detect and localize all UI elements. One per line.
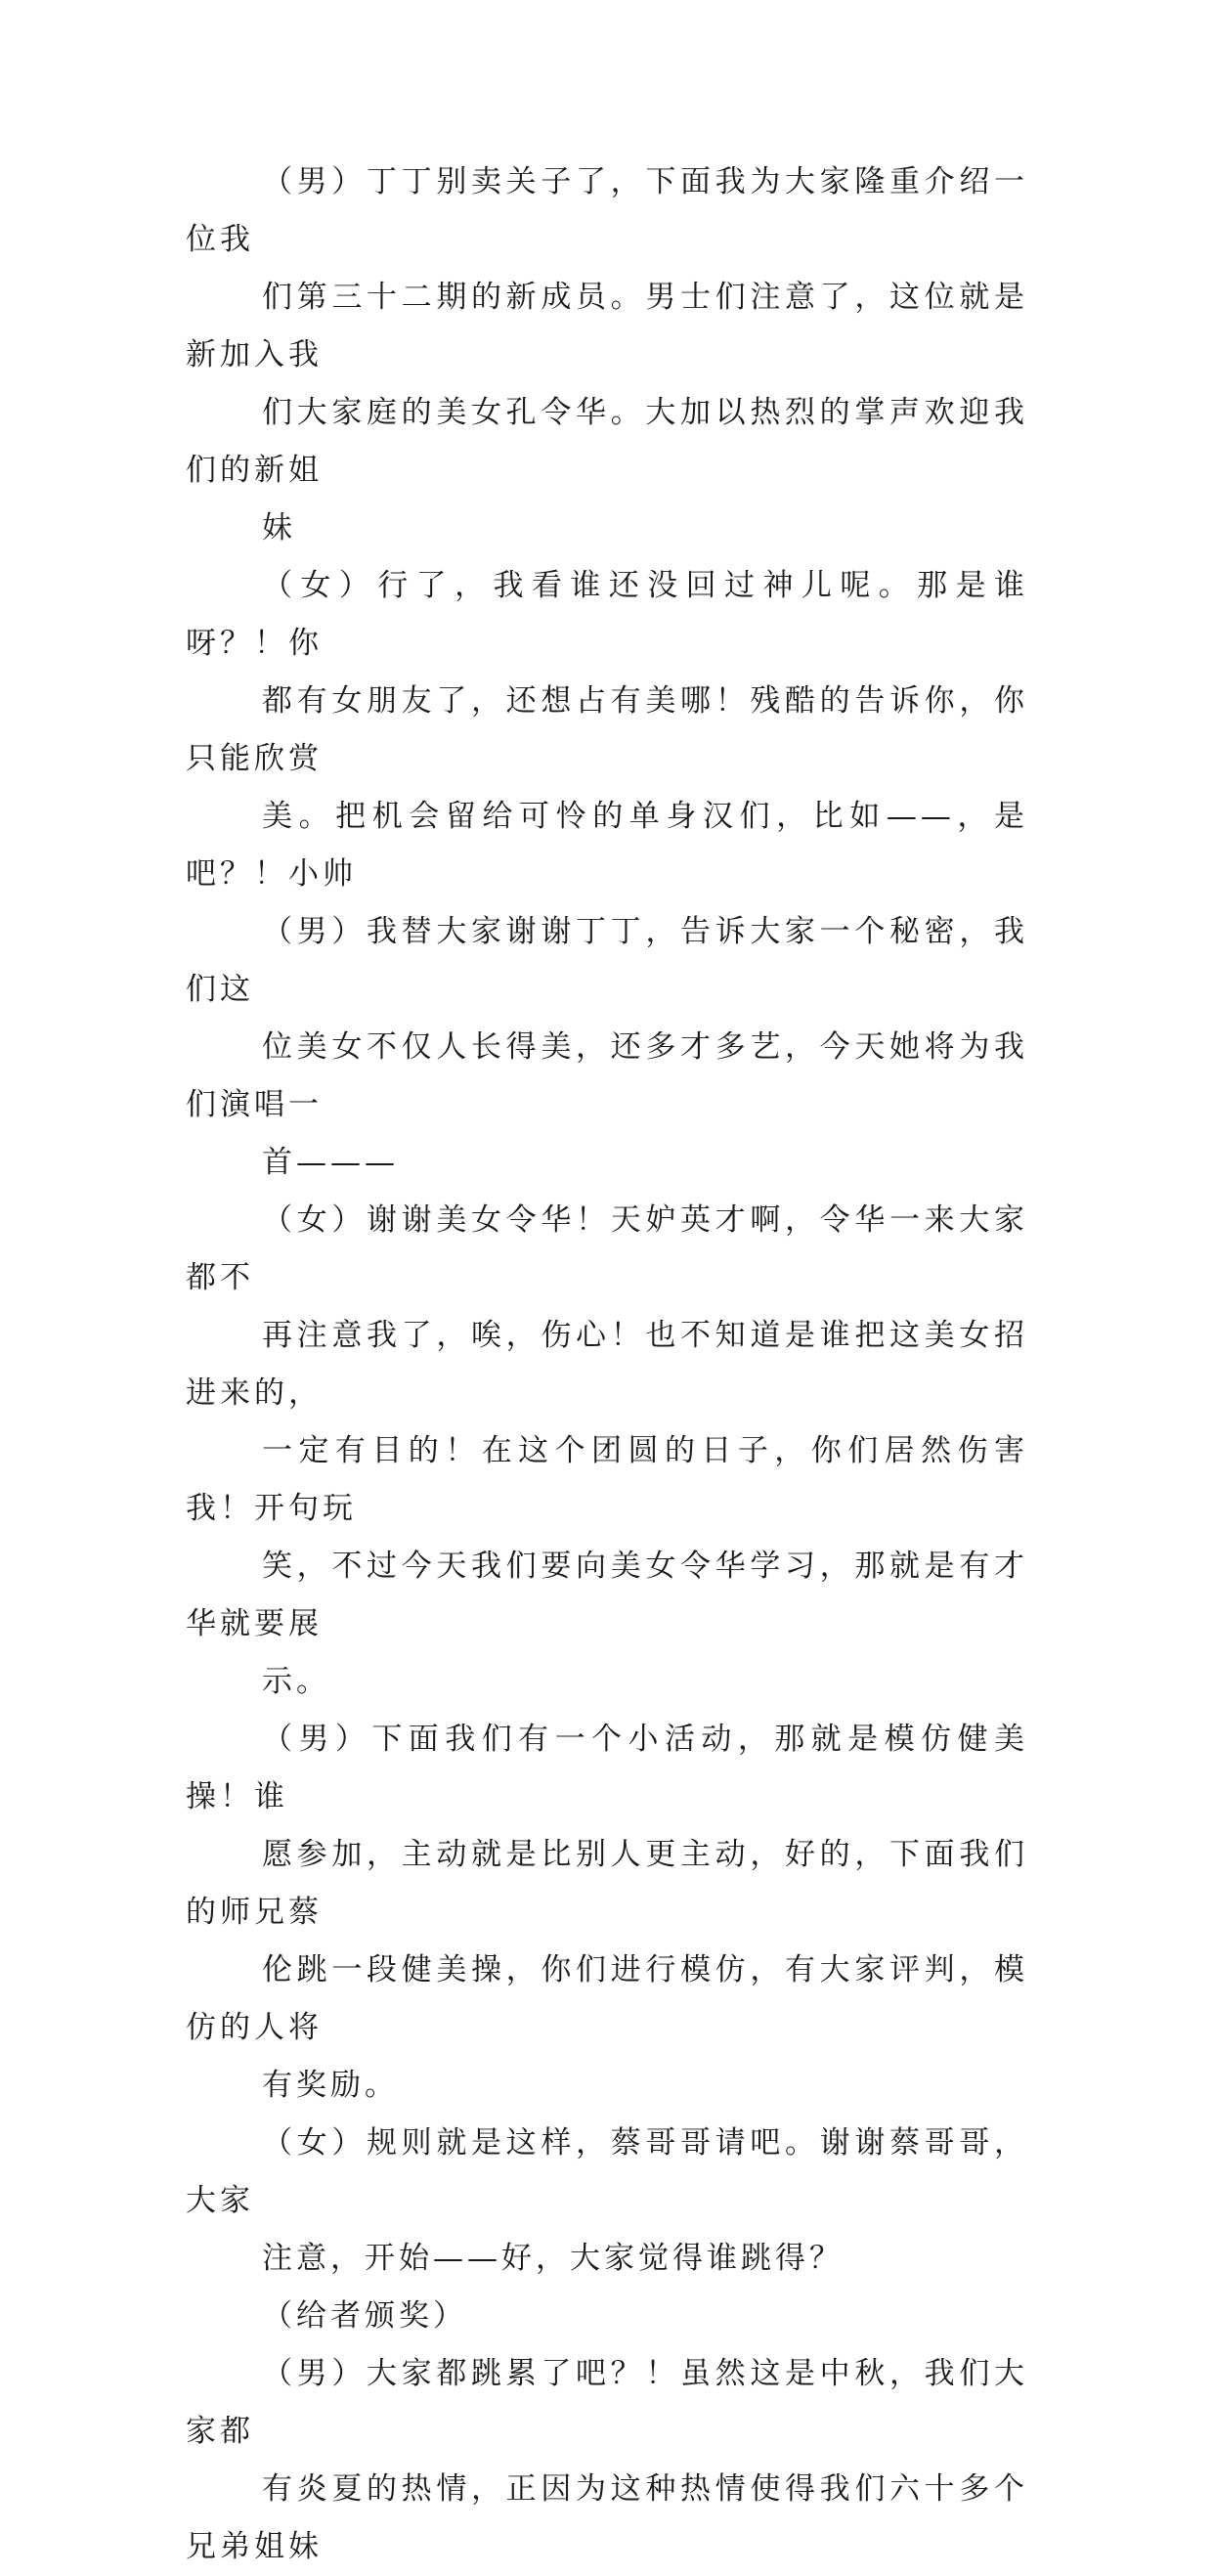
paragraph xyxy=(186,2345,1028,2576)
text-line: 愿参加，主动就是比别人更主动，好的，下面我们的师兄蔡 xyxy=(186,1837,1028,1930)
text-line: （女）规则就是这样，蔡哥哥请吧。谢谢蔡哥哥，大家 xyxy=(186,2125,1028,2218)
text-line: 位美女不仅人长得美，还多才多艺，今天她将为我们演唱一 xyxy=(186,1029,1028,1122)
document-body xyxy=(186,153,1028,2576)
text-line: 伦跳一段健美操，你们进行模仿，有大家评判，模仿的人将 xyxy=(186,1952,1028,2045)
paragraph xyxy=(186,153,1028,557)
text-line: 注意，开始——好，大家觉得谁跳得？ xyxy=(262,2241,844,2276)
text-line: 们第三十二期的新成员。男士们注意了，这位就是新加入我 xyxy=(186,280,1028,372)
text-line: （女）谢谢美女令华！天妒英才啊，令华一来大家都不 xyxy=(186,1202,1028,1295)
text-line: 首——— xyxy=(262,1145,399,1180)
text-line: （给者颁奖） xyxy=(262,2298,467,2334)
text-line: 有炎夏的热情，正因为这种热情使得我们六十多个兄弟姐妹 xyxy=(186,2471,1028,2564)
text-line: 再注意我了，唉，伤心！也不知道是谁把这美女招进来的， xyxy=(186,1318,1028,1411)
text-line: （女）行了，我看谁还没回过神儿呢。那是谁呀？！你 xyxy=(186,568,1028,661)
paragraph xyxy=(186,2115,1028,2288)
text-line: 都有女朋友了，还想占有美哪！残酷的告诉你，你只能欣赏 xyxy=(186,683,1028,776)
text-line: （男）下面我们有一个小活动，那就是模仿健美操！谁 xyxy=(186,1722,1028,1814)
paragraph xyxy=(186,2288,1028,2345)
text-line: 一定有目的！在这个团圆的日子，你们居然伤害我！开句玩 xyxy=(186,1433,1028,1526)
text-line: （男）丁丁别卖关子了，下面我为大家隆重介绍一位我 xyxy=(186,164,1028,257)
text-line: 笑，不过今天我们要向美女令华学习，那就是有才华就要展 xyxy=(186,1549,1028,1641)
text-line: 们大家庭的美女孔令华。大加以热烈的掌声欢迎我们的新姐 xyxy=(186,395,1028,488)
paragraph xyxy=(186,1711,1028,2115)
text-line: 有奖励。 xyxy=(262,2068,399,2103)
paragraph xyxy=(186,557,1028,903)
text-line: （男）我替大家谢谢丁丁，告诉大家一个秘密，我们这 xyxy=(186,914,1028,1007)
text-line: 美。把机会留给可怜的单身汉们，比如——，是吧？！小帅 xyxy=(186,799,1028,892)
text-line: 妹 xyxy=(262,510,296,546)
text-line: 示。 xyxy=(262,1664,330,1699)
paragraph xyxy=(186,1192,1028,1711)
paragraph xyxy=(186,903,1028,1192)
text-line: （男）大家都跳累了吧？！虽然这是中秋，我们大家都 xyxy=(186,2356,1028,2449)
